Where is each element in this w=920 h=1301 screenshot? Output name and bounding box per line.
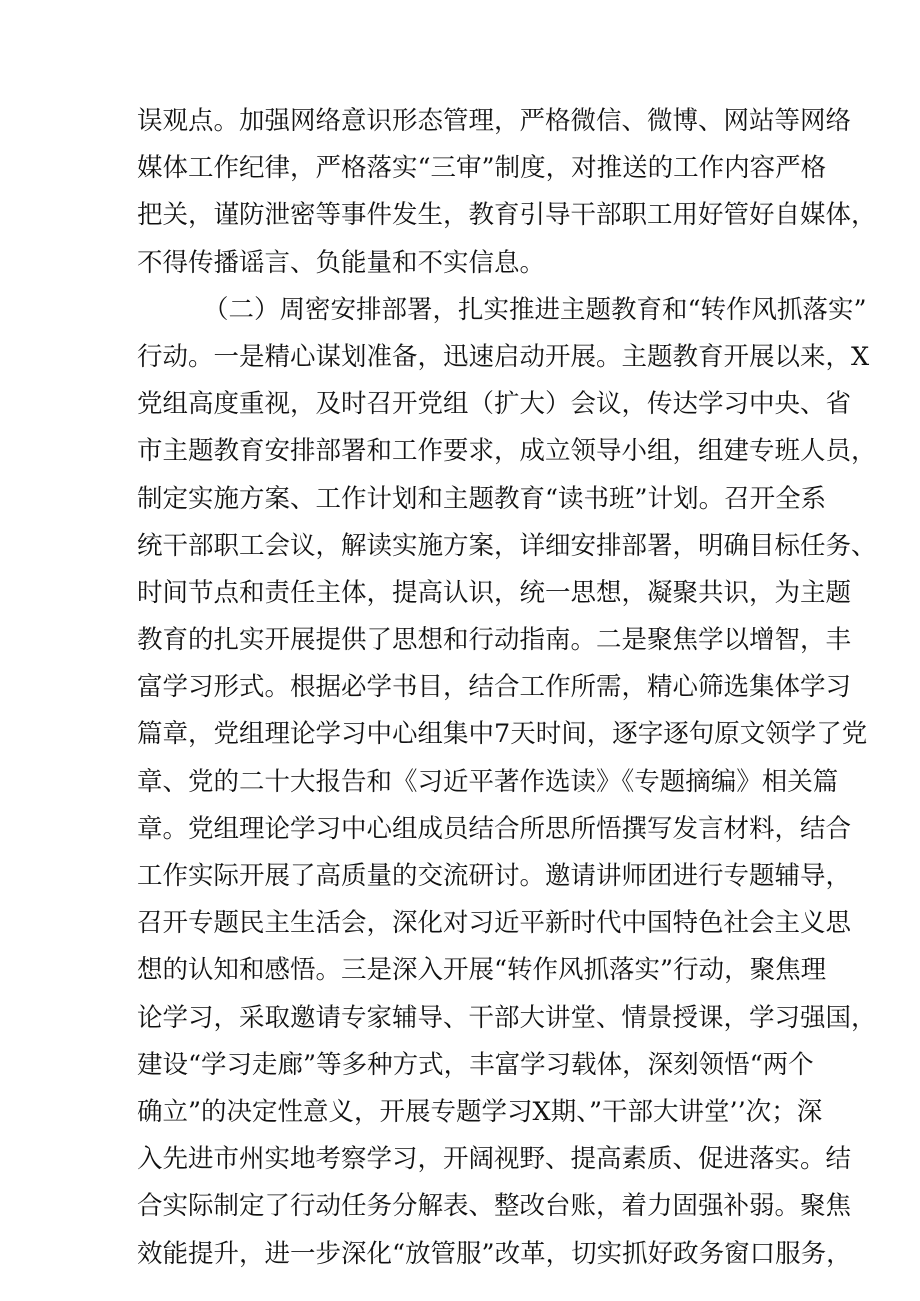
text-line: 统干部职工会议，解读实施方案，详细安排部署，明确目标任务、	[137, 530, 877, 561]
text-line: 富学习形式。根据必学书目，结合工作所需，精心筛选集体学习	[137, 672, 852, 703]
text-line: 想的认知和感悟。三是深入开展“转作风抓落实”行动，聚焦理	[137, 955, 827, 986]
text-line: 工作实际开展了高质量的交流研讨。邀请讲师团进行专题辅导，	[137, 861, 852, 891]
text-line: 误观点。加强网络意识形态管理，严格微信、微博、网站等网络	[137, 106, 852, 136]
text-line: 行动。一是精心谋划准备，迅速启动开展。主题教育开展以来，X	[137, 341, 870, 372]
text-line: 效能提升，进一步深化“放管服”改革，切实抓好政务窗口服务，	[137, 1238, 852, 1269]
text-line: 时间节点和责任主体，提高认识，统一思想，凝聚共识，为主题	[137, 577, 852, 608]
text-line: 建设“学习走廊”等多种方式，丰富学习载体，深刻领悟“两个	[137, 1049, 814, 1080]
text-line: 媒体工作纪律，严格落实“三审”制度，对推送的工作内容严格	[137, 153, 827, 184]
text-line: 合实际制定了行动任务分解表、整改台账，着力固强补弱。聚焦	[137, 1191, 852, 1222]
text-line: 教育的扎实开展提供了思想和行动指南。二是聚焦学以增智，丰	[137, 625, 852, 656]
text-line: 不得传播谣言、负能量和不实信息。	[137, 247, 546, 278]
text-line: 论学习，采取邀请专家辅导、干部大讲堂、情景授课，学习强国，	[137, 1002, 877, 1033]
text-line: 章、党的二十大报告和《习近平著作选读》《专题摘编》相关篇	[137, 766, 839, 797]
text-line: （二）周密安排部署，扎实推进主题教育和“转作风抓落实”	[203, 294, 867, 325]
text-line: 入先进市州实地考察学习，开阔视野、提高素质、促进落实。结	[137, 1144, 852, 1175]
body-text	[137, 98, 877, 1278]
text-line: 制定实施方案、工作计划和主题教育“读书班”计划。召开全系	[137, 483, 827, 514]
text-line: 把关，谨防泄密等事件发生，教育引导干部职工用好管好自媒体，	[137, 200, 877, 231]
text-line: 市主题教育安排部署和工作要求，成立领导小组，组建专班人员，	[137, 436, 877, 467]
text-line: 召开专题民主生活会，深化对习近平新时代中国特色社会主义思	[137, 908, 852, 939]
text-line: 党组高度重视，及时召开党组（扩大）会议，传达学习中央、省	[137, 389, 852, 420]
text-line: 篇章，党组理论学习中心组集中7天时间，逐字逐句原文领学了党	[137, 719, 868, 750]
text-line: 确立”的决定性意义，开展专题学习X期、”干部大讲堂’’次；深	[137, 1096, 823, 1127]
text-line: 章。党组理论学习中心组成员结合所思所悟撰写发言材料，结合	[137, 813, 852, 844]
